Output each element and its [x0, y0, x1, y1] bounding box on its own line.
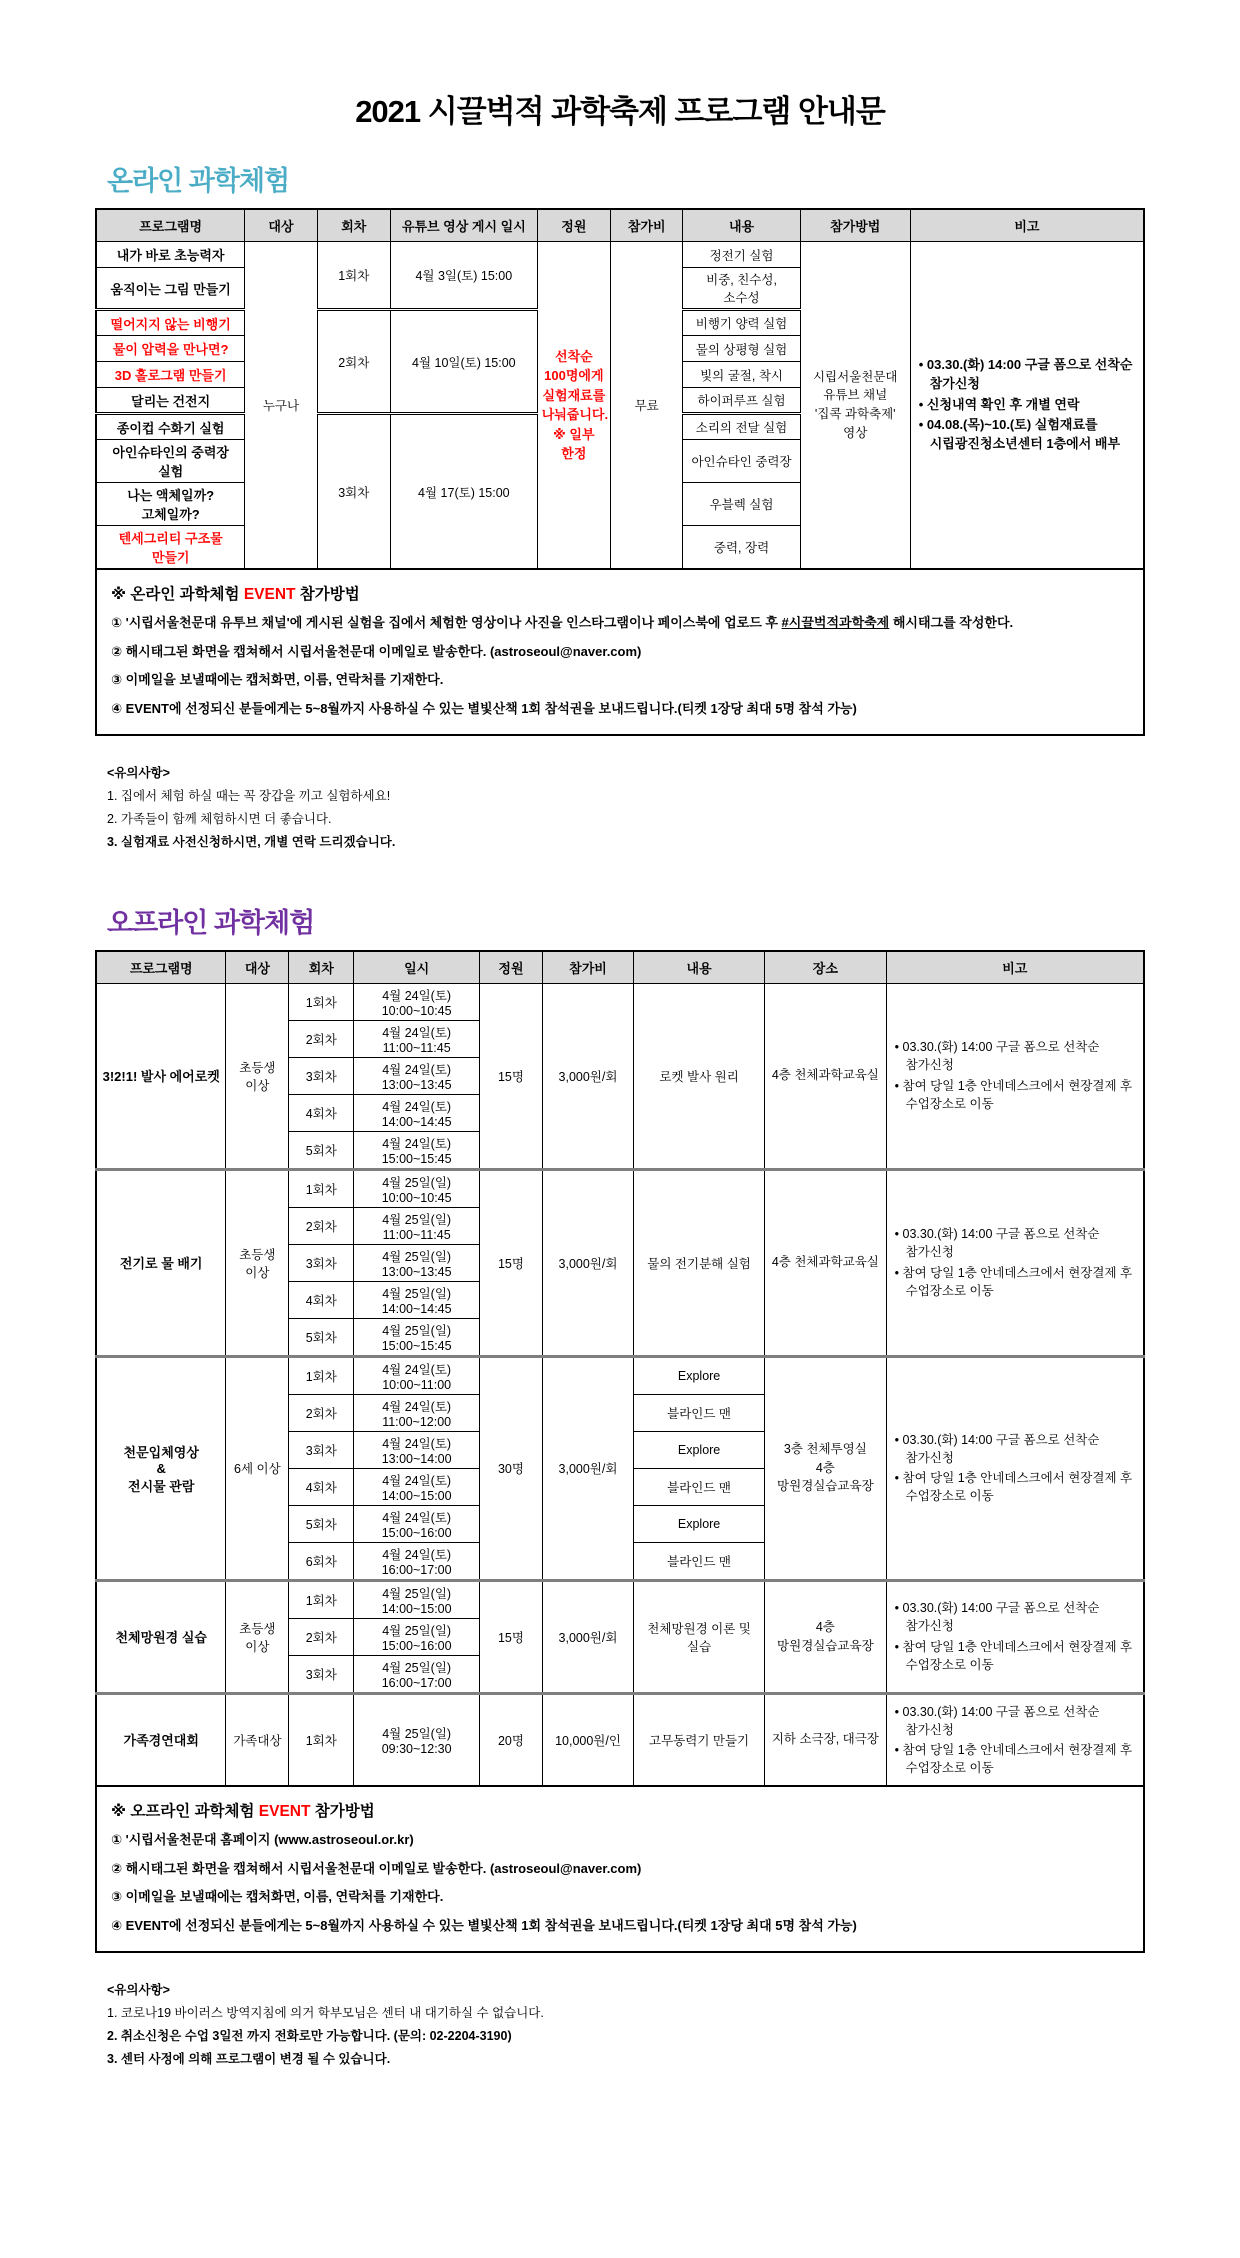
- content-cell: Explore: [634, 1356, 765, 1394]
- online-column-header: 참가방법: [800, 209, 910, 242]
- offline-note-item: 1. 코로나19 바이러스 방역지침에 의거 학부모님은 센터 내 대기하실 수 없습니다.: [107, 2006, 544, 2021]
- session-datetime-cell: 4월 10일(토) 15:00: [390, 310, 537, 414]
- content-cell: 블라인드 맨: [634, 1542, 765, 1580]
- content-cell: 물의 상평형 실험: [683, 336, 800, 362]
- offline-note-item: 3. 센터 사정에 의해 프로그램이 변경 될 수 있습니다.: [107, 2052, 391, 2067]
- online-section-title: 온라인 과학체험: [107, 166, 290, 196]
- offline-column-header: 비고: [886, 951, 1144, 984]
- program-name-cell: 3D 홀로그램 만들기: [96, 362, 245, 388]
- offline-event-line: ④ EVENT에 선정되신 분들에게는 5~8월까지 사용하실 수 있는 별빛산책 1회 참석권을 보내드립니다.(티켓 1장당 최대 5명 참석 가능): [111, 1917, 857, 1933]
- offline-program-table: [95, 950, 1145, 1954]
- offline-program-row: [96, 1169, 1144, 1207]
- program-name-cell: 달리는 건전지: [96, 388, 245, 414]
- session-no-cell: 5회차: [289, 1131, 354, 1169]
- event-highlight: EVENT: [258, 1803, 311, 1820]
- fee-cell: 3,000원/회: [542, 983, 633, 1169]
- place-cell: 4층 천체과학교육실: [765, 983, 887, 1169]
- online-event-line: ① '시립서울천문대 유투브 채널'에 게시된 실험을 집에서 체험한 영상이나 사진을 인스타그램이나 페이스북에 업로드 후 #시끌벅적과학축제 해시태그를 작성한다.: [111, 615, 1014, 630]
- session-datetime-cell: 4월 17(토) 15:00: [390, 414, 537, 570]
- session-no-cell: 3회차: [317, 414, 390, 570]
- capacity-cell: 30명: [480, 1356, 543, 1580]
- session-datetime-cell: 4월 25일(일) 11:00~11:45: [354, 1207, 480, 1244]
- content-cell: 블라인드 맨: [634, 1394, 765, 1431]
- session-no-cell: 6회차: [289, 1542, 354, 1580]
- session-no-cell: 2회차: [289, 1207, 354, 1244]
- online-note-item: 3. 실험재료 사전신청하시면, 개별 연락 드리겠습니다.: [107, 835, 396, 850]
- offline-event-line: ③ 이메일을 보낼때에는 캡처화면, 이름, 연락처를 기재한다.: [111, 1889, 444, 1904]
- content-cell: Explore: [634, 1505, 765, 1542]
- session-datetime-cell: 4월 24일(토) 15:00~15:45: [354, 1131, 480, 1169]
- online-column-header: 비고: [910, 209, 1144, 242]
- session-no-cell: 1회차: [289, 983, 354, 1020]
- fee-cell: 3,000원/회: [542, 1580, 633, 1693]
- online-event-line: ④ EVENT에 선정되신 분들에게는 5~8월까지 사용하실 수 있는 별빛산책 1회 참석권을 보내드립니다.(티켓 1장당 최대 5명 참석 가능): [111, 700, 857, 716]
- online-program-row: [96, 242, 1144, 268]
- session-no-cell: 5회차: [289, 1505, 354, 1542]
- session-no-cell: 3회차: [289, 1057, 354, 1094]
- target-cell: 초등생 이상: [226, 1169, 289, 1356]
- offline-note-title: <유의사항>: [107, 1983, 170, 1997]
- remarks-cell: • 03.30.(화) 14:00 구글 폼으로 선착순 참가신청 • 참여 당일 1층 안네데스크에서 현장결제 후 수업장소로 이동: [886, 1580, 1144, 1693]
- session-datetime-cell: 4월 25일(일) 09:30~12:30: [354, 1693, 480, 1786]
- page-title: 2021 시끌벅적 과학축제 프로그램 안내문: [355, 94, 885, 129]
- remarks-cell: • 03.30.(화) 14:00 구글 폼으로 선착순 참가신청 • 신청내역 확인 후 개별 연락 • 04.08.(목)~10.(토) 실험재료를 시립광진청소년센터 1층에서 배부: [910, 242, 1144, 570]
- online-event-cell: [96, 569, 1144, 735]
- session-no-cell: 1회차: [289, 1356, 354, 1394]
- offline-event-line: ① '시립서울천문대 홈페이지 (www.astroseoul.or.kr): [111, 1832, 414, 1847]
- offline-column-header: 장소: [765, 951, 887, 984]
- online-column-header: 대상: [245, 209, 317, 242]
- session-no-cell: 1회차: [317, 242, 390, 310]
- target-cell: 초등생 이상: [226, 1580, 289, 1693]
- session-datetime-cell: 4월 24일(토) 14:00~15:00: [354, 1468, 480, 1505]
- offline-event-row: [96, 1786, 1144, 1952]
- fee-cell: 10,000원/인: [542, 1693, 633, 1786]
- capacity-cell: 15명: [480, 1580, 543, 1693]
- session-datetime-cell: 4월 24일(토) 11:00~12:00: [354, 1394, 480, 1431]
- online-event-line: ③ 이메일을 보낼때에는 캡처화면, 이름, 연락처를 기재한다.: [111, 672, 444, 687]
- capacity-cell: 20명: [480, 1693, 543, 1786]
- session-datetime-cell: 4월 25일(일) 15:00~15:45: [354, 1318, 480, 1356]
- offline-note-item: 2. 취소신청은 수업 3일전 까지 전화로만 가능합니다. (문의: 02-2204-3190): [107, 2029, 512, 2044]
- program-name-cell: 종이컵 수화기 실험: [96, 414, 245, 440]
- content-cell: 빛의 굴절, 착시: [683, 362, 800, 388]
- session-datetime-cell: 4월 25일(일) 14:00~14:45: [354, 1281, 480, 1318]
- session-datetime-cell: 4월 25일(일) 16:00~17:00: [354, 1655, 480, 1693]
- program-name-cell: 3!2!1! 발사 에어로켓: [96, 983, 226, 1169]
- online-header-row: [96, 209, 1144, 242]
- online-event-line: ② 해시태그된 화면을 캡쳐해서 시립서울천문대 이메일로 발송한다. (astroseoul@naver.com): [111, 643, 642, 659]
- content-cell: 우블렉 실험: [683, 483, 800, 526]
- session-datetime-cell: 4월 24일(토) 11:00~11:45: [354, 1020, 480, 1057]
- content-cell: 중력, 장력: [683, 526, 800, 570]
- session-no-cell: 1회차: [289, 1169, 354, 1207]
- offline-column-header: 회차: [289, 951, 354, 984]
- content-cell: 물의 전기분해 실험: [634, 1169, 765, 1356]
- session-datetime-cell: 4월 24일(토) 10:00~10:45: [354, 983, 480, 1020]
- capacity-cell: 15명: [480, 983, 543, 1169]
- content-cell: 천체망원경 이론 및 실습: [634, 1580, 765, 1693]
- program-name-cell: 나는 액체일까? 고체일까?: [96, 483, 245, 526]
- session-datetime-cell: 4월 24일(토) 10:00~11:00: [354, 1356, 480, 1394]
- program-name-cell: 떨어지지 않는 비행기: [96, 310, 245, 336]
- online-column-header: 참가비: [611, 209, 683, 242]
- offline-header-row: [96, 951, 1144, 984]
- content-cell: Explore: [634, 1431, 765, 1468]
- session-no-cell: 4회차: [289, 1468, 354, 1505]
- session-datetime-cell: 4월 25일(일) 14:00~15:00: [354, 1580, 480, 1618]
- offline-column-header: 참가비: [542, 951, 633, 984]
- session-datetime-cell: 4월 24일(토) 13:00~14:00: [354, 1431, 480, 1468]
- remarks-cell: • 03.30.(화) 14:00 구글 폼으로 선착순 참가신청 • 참여 당일 1층 안네데스크에서 현장결제 후 수업장소로 이동: [886, 1169, 1144, 1356]
- online-column-header: 회차: [317, 209, 390, 242]
- remarks-cell: • 03.30.(화) 14:00 구글 폼으로 선착순 참가신청 • 참여 당일 1층 안네데스크에서 현장결제 후 수업장소로 이동: [886, 983, 1144, 1169]
- content-cell: 정전기 실험: [683, 242, 800, 268]
- remarks-cell: • 03.30.(화) 14:00 구글 폼으로 선착순 참가신청 • 참여 당일 1층 안네데스크에서 현장결제 후 수업장소로 이동: [886, 1693, 1144, 1786]
- offline-column-header: 대상: [226, 951, 289, 984]
- online-note-title: <유의사항>: [107, 766, 170, 780]
- session-no-cell: 1회차: [289, 1693, 354, 1786]
- online-note-item: 1. 집에서 체험 하실 때는 꼭 장갑을 끼고 실험하세요!: [107, 789, 391, 804]
- offline-event-cell: [96, 1786, 1144, 1952]
- program-name-cell: 내가 바로 초능력자: [96, 242, 245, 268]
- content-cell: 로켓 발사 원리: [634, 983, 765, 1169]
- session-datetime-cell: 4월 24일(토) 14:00~14:45: [354, 1094, 480, 1131]
- program-name-cell: 움직이는 그림 만들기: [96, 268, 245, 310]
- target-cell: 가족대상: [226, 1693, 289, 1786]
- capacity-cell: 15명: [480, 1169, 543, 1356]
- offline-column-header: 정원: [480, 951, 543, 984]
- offline-program-row: [96, 1580, 1144, 1618]
- online-column-header: 정원: [537, 209, 610, 242]
- content-cell: 비중, 친수성, 소수성: [683, 268, 800, 310]
- online-event-row: [96, 569, 1144, 735]
- place-cell: 3층 천체투영실 4층 망원경실습교육장: [765, 1356, 887, 1580]
- session-no-cell: 1회차: [289, 1580, 354, 1618]
- session-no-cell: 3회차: [289, 1431, 354, 1468]
- session-datetime-cell: 4월 24일(토) 16:00~17:00: [354, 1542, 480, 1580]
- offline-program-row: [96, 1693, 1144, 1786]
- session-no-cell: 2회차: [317, 310, 390, 414]
- offline-column-header: 일시: [354, 951, 480, 984]
- remarks-cell: • 03.30.(화) 14:00 구글 폼으로 선착순 참가신청 • 참여 당일 1층 안네데스크에서 현장결제 후 수업장소로 이동: [886, 1356, 1144, 1580]
- session-no-cell: 2회차: [289, 1618, 354, 1655]
- online-event-title: ※ 온라인 과학체험 EVENT 참가방법: [111, 586, 360, 603]
- session-no-cell: 3회차: [289, 1244, 354, 1281]
- content-cell: 블라인드 맨: [634, 1468, 765, 1505]
- online-column-header: 프로그램명: [96, 209, 245, 242]
- place-cell: 4층 천체과학교육실: [765, 1169, 887, 1356]
- document-page: [95, 0, 1145, 2258]
- fee-cell: 3,000원/회: [542, 1169, 633, 1356]
- program-name-cell: 아인슈타인의 중력장 실험: [96, 440, 245, 483]
- event-highlight: EVENT: [243, 586, 296, 603]
- content-cell: 소리의 전달 실험: [683, 414, 800, 440]
- session-datetime-cell: 4월 3일(토) 15:00: [390, 242, 537, 310]
- session-no-cell: 2회차: [289, 1394, 354, 1431]
- program-name-cell: 텐세그리티 구조물 만들기: [96, 526, 245, 570]
- method-cell: 시립서울천문대 유튜브 채널 '집콕 과학축제' 영상: [800, 242, 910, 570]
- offline-program-row: [96, 983, 1144, 1020]
- program-name-cell: 천체망원경 실습: [96, 1580, 226, 1693]
- program-name-cell: 천문입체영상 & 전시물 관람: [96, 1356, 226, 1580]
- session-datetime-cell: 4월 25일(일) 10:00~10:45: [354, 1169, 480, 1207]
- session-no-cell: 3회차: [289, 1655, 354, 1693]
- offline-event-line: ② 해시태그된 화면을 캡쳐해서 시립서울천문대 이메일로 발송한다. (astroseoul@naver.com): [111, 1860, 642, 1876]
- session-datetime-cell: 4월 25일(일) 13:00~13:45: [354, 1244, 480, 1281]
- offline-column-header: 프로그램명: [96, 951, 226, 984]
- content-cell: 고무동력기 만들기: [634, 1693, 765, 1786]
- capacity-cell: 선착순 100명에게 실험재료를 나눠줍니다. ※ 일부 한정: [537, 242, 610, 570]
- content-cell: 아인슈타인 중력장: [683, 440, 800, 483]
- place-cell: 지하 소극장, 대극장: [765, 1693, 887, 1786]
- session-no-cell: 2회차: [289, 1020, 354, 1057]
- target-cell: 6세 이상: [226, 1356, 289, 1580]
- offline-program-row: [96, 1356, 1144, 1394]
- session-datetime-cell: 4월 24일(토) 13:00~13:45: [354, 1057, 480, 1094]
- target-cell: 초등생 이상: [226, 983, 289, 1169]
- fee-cell: 무료: [611, 242, 683, 570]
- content-cell: 비행기 양력 실험: [683, 310, 800, 336]
- session-datetime-cell: 4월 25일(일) 15:00~16:00: [354, 1618, 480, 1655]
- fee-cell: 3,000원/회: [542, 1356, 633, 1580]
- offline-event-title: ※ 오프라인 과학체험 EVENT 참가방법: [111, 1803, 375, 1820]
- session-no-cell: 5회차: [289, 1318, 354, 1356]
- online-column-header: 유튜브 영상 게시 일시: [390, 209, 537, 242]
- online-notes: [107, 762, 1145, 855]
- program-name-cell: 전기로 물 배기: [96, 1169, 226, 1356]
- offline-section-title: 오프라인 과학체험: [107, 907, 315, 938]
- online-note-item: 2. 가족들이 함께 체험하시면 더 좋습니다.: [107, 812, 332, 827]
- session-no-cell: 4회차: [289, 1094, 354, 1131]
- online-program-table: [95, 208, 1145, 736]
- offline-notes: [107, 1979, 1145, 2072]
- session-datetime-cell: 4월 24일(토) 15:00~16:00: [354, 1505, 480, 1542]
- online-column-header: 내용: [683, 209, 800, 242]
- program-name-cell: 물이 압력을 만나면?: [96, 336, 245, 362]
- program-name-cell: 가족경연대회: [96, 1693, 226, 1786]
- target-cell: 누구나: [245, 242, 317, 570]
- place-cell: 4층 망원경실습교육장: [765, 1580, 887, 1693]
- content-cell: 하이퍼루프 실험: [683, 388, 800, 414]
- session-no-cell: 4회차: [289, 1281, 354, 1318]
- offline-column-header: 내용: [634, 951, 765, 984]
